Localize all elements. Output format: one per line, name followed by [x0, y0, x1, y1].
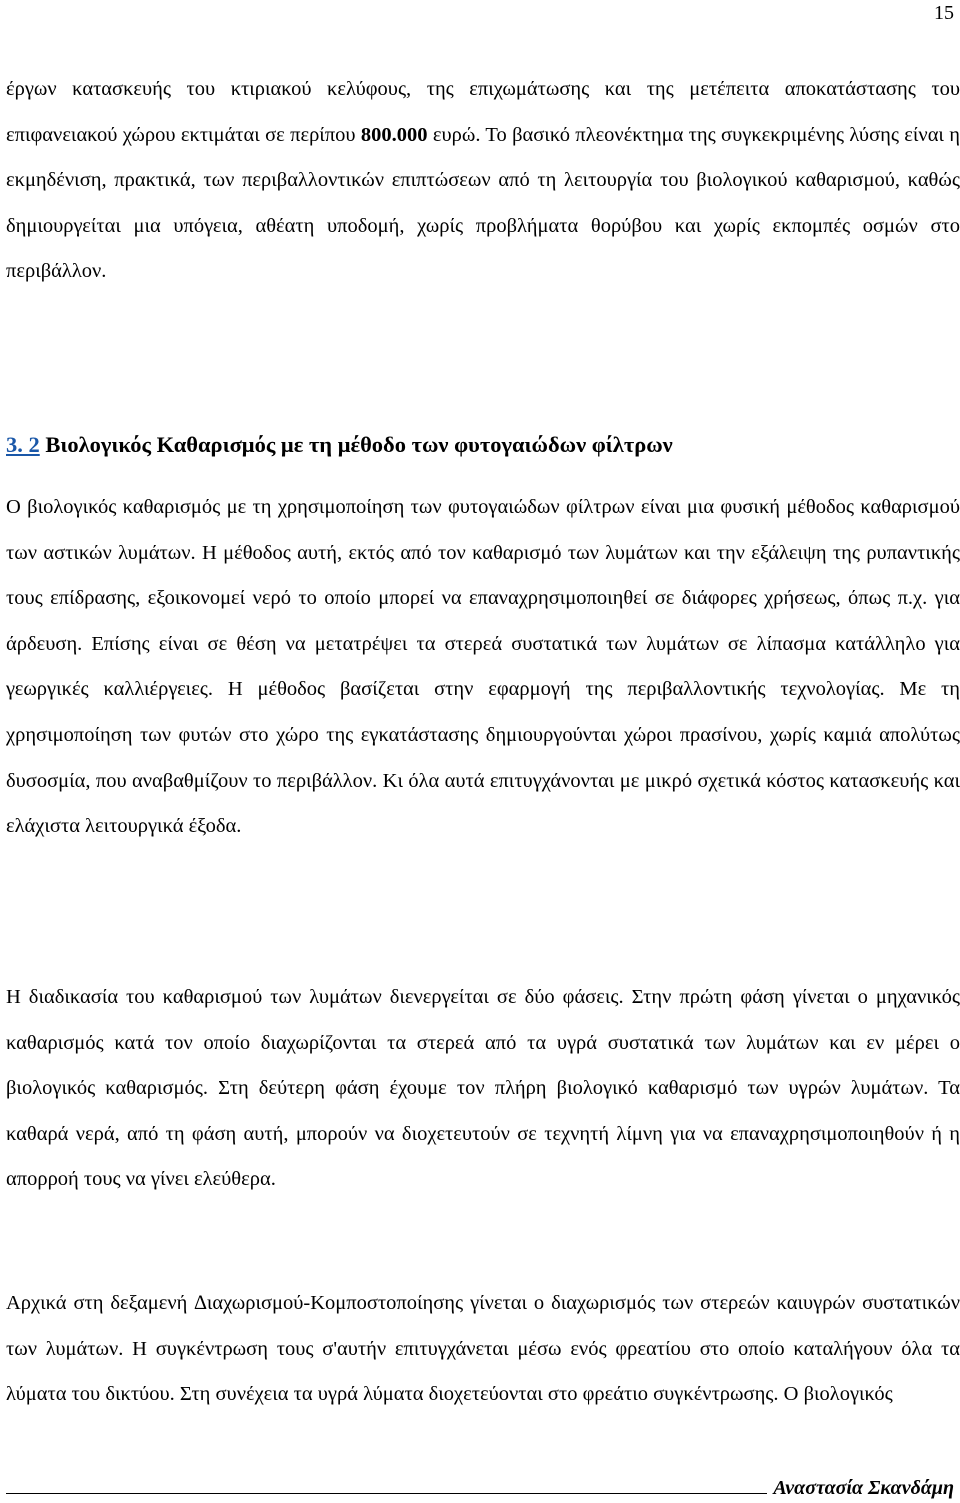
- section-title: Βιολογικός Καθαρισμός με τη μέθοδο των φυτογαιώδων φίλτρων: [39, 432, 673, 457]
- section-number-link[interactable]: 3. 2: [6, 432, 40, 457]
- section-heading: [6, 425, 673, 465]
- cost-amount: 800.000: [360, 123, 428, 146]
- page-footer: [6, 1471, 954, 1503]
- paragraph-1-text-after: ευρώ. Το βασικό πλεονέκτημα της συγκεκριμένης λύσης είναι η εκμηδένιση, πρακτικά, των περιβαλλοντικών επιπτώσεων από τη λειτουργία του βιολογικού καθαρισμού, καθώς δημιουργείται μια υπόγεια, αθέατη υποδομή, χωρίς προβλήματα θορύβου και χωρίς εκπομπές οσμών στο περιβάλλον.: [6, 123, 960, 283]
- footer-author: Αναστασία Σκανδάμη: [773, 1477, 954, 1499]
- page-number: 15: [934, 2, 954, 24]
- paragraph-cost-estimate: [6, 67, 960, 295]
- paragraph-method-description: Ο βιολογικός καθαρισμός με τη χρησιμοποίηση των φυτογαιώδων φίλτρων είναι μια φυσική μέθοδος καθαρισμού των αστικών λυμάτων. Η μέθοδος αυτή, εκτός από τον καθαρισμό των λυμάτων και την εξάλειψη της ρυπαντικής τους επίδρασης, εξοικονομεί νερό το οποίο μπορεί να επαναχρησιμοποιηθεί σε διάφορες χρήσεως, όπως π.χ. για άρδευση. Επίσης είναι σε θέση να μετατρέψει τα στερεά συστατικά των λυμάτων σε λίπασμα κατάλληλο για γεωργικές καλλιέργειες. Η μέθοδος βασίζεται στην εφαρμογή της περιβαλλοντικής τεχνολογίας. Με τη χρησιμοποίηση των φυτών στο χώρο της εγκατάστασης δημιουργούνται χώροι πρασίνου, χωρίς καμιά απολύτως δυσοσμία, που αναβαθμίζουν το περιβάλλον. Κι όλα αυτά επιτυγχάνονται με μικρό σχετικά κόστος κατασκευής και ελάχιστα λειτουργικά έξοδα.: [6, 496, 960, 838]
- paragraph-1-text-before: έργων κατασκευής του κτιριακού κελύφους, της επιχωμάτωσης και της μετέπειτα αποκατάστασης του επιφανειακού χώρου εκτιμάται σε περίπου: [6, 78, 960, 146]
- footer-rule: [6, 1493, 767, 1494]
- paragraph-process-phases: Η διαδικασία του καθαρισμού των λυμάτων διενεργείται σε δύο φάσεις. Στην πρώτη φάση γίνεται ο μηχανικός καθαρισμός κατά τον οποίο διαχωρίζονται τα στερεά από τα υγρά συστατικά των λυμάτων και εν μέρει ο βιολογικός καθαρισμός. Στη δεύτερη φάση έχουμε τον πλήρη βιολογικό καθαρισμό των υγρών λυμάτων. Τα καθαρά νερά, από τη φάση αυτή, μπορούν να διοχετευτούν σε τεχνητή λίμνη για να επαναχρησιμοποιηθούν ή η απορροή τους να γίνει ελεύθερα.: [6, 986, 960, 1191]
- paragraph-separation-tank: Αρχικά στη δεξαμενή ∆ιαχωρισμού-Κομποστοποίησης γίνεται ο διαχωρισμός των στερεών καιυγρών συστατικών των λυμάτων. Η συγκέντρωση τους σ'αυτήν επιτυγχάνεται μέσω ενός φρεατίου στο οποίο καταλήγουν όλα τα λύματα του δικτύου. Στη συνέχεια τα υγρά λύματα διοχετεύονται στο φρεάτιο συγκέντρωσης. Ο βιολογικός: [6, 1292, 960, 1406]
